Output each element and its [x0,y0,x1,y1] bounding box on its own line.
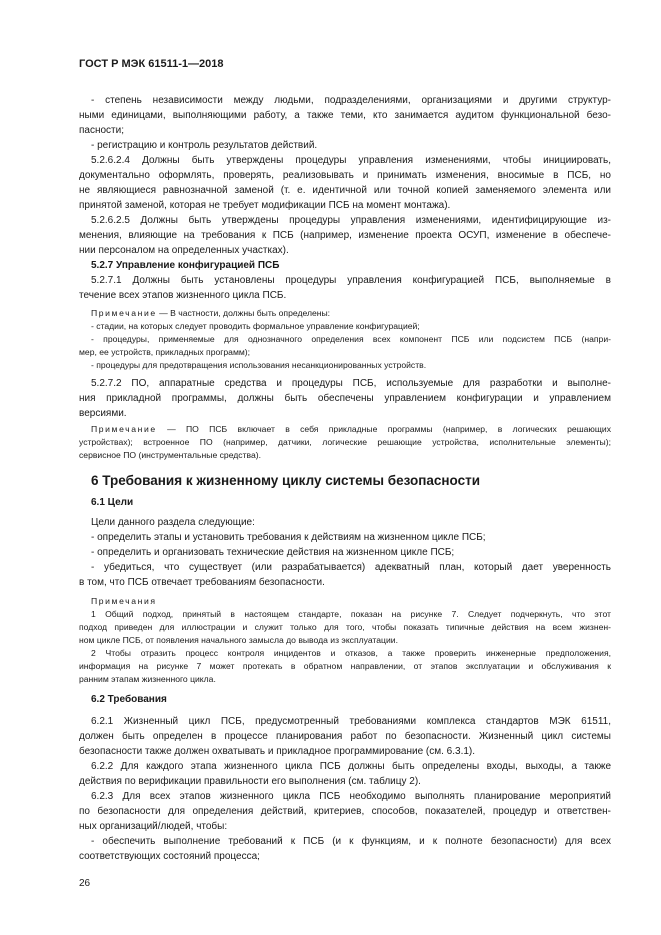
note-line: сервисное ПО (инструментальные средства). [79,450,262,460]
text-line: нии персоналом на определенных участках). [79,245,289,256]
note-line: ранним этапам жизненного цикла. [79,674,216,684]
text-line: по безопасности для определения действий, критериев, способов, показателей, процедур и ответствен- [79,806,611,817]
text-line: Цели данного раздела следующие: [91,517,255,528]
note-line: 1 Общий подход, принятый в настоящем стандарте, показан на рисунке 7. Следует подчеркнуть, что этот [91,609,611,619]
note-line: - процедуры для предотвращения использования несанкционированных устройств. [91,360,427,370]
subsection-heading: 6.2 Требования [91,694,167,705]
text-line: документально оформлять, проверять, реализовывать и принимать изменения, вносимые в ПСБ, но [79,170,611,181]
note-line: информация на рисунке 7 может протекать в обратном направлении, от этапов эксплуатации и обслуживания к [79,661,611,671]
text-line: принятой заменой, которая не требует модификации ПСБ на момент монтажа). [79,200,451,211]
note-line: ном цикле ПСБ, от появления начального замысла до вывода из эксплуатации. [79,635,398,645]
text-line: соответствующих состояний процесса; [79,851,260,862]
text-line: не являющиеся равнозначной заменой (т. е. идентичной или точной копией заменяемого элемента или [79,185,611,196]
text-line: 6.2.1 Жизненный цикл ПСБ, предусмотренный требованиями комплекса стандартов МЭК 61511, [91,716,611,727]
page-number: 26 [79,878,91,889]
note-line: 2 Чтобы отразить процесс контроля инцидентов и отказов, а также проверить инженерные предположения, [91,648,611,658]
text-line: течение всех этапов жизненного цикла ПСБ. [79,290,287,301]
note-line: подход приведен для иллюстрации и служит только для того, чтобы показать типичные действия на всем жизнен- [79,622,611,632]
note-line: устройствах); встроенное ПО (например, датчики, логические решающие устройства, исполнительные элементы); [79,437,611,447]
text-line: - убедиться, что существует (или разрабатывается) адекватный план, который дает уверенность [91,562,611,573]
section-heading: 6 Требования к жизненному циклу системы безопасности [91,473,481,488]
text-line: пасности; [79,125,125,136]
note-line: - стадии, на которых следует проводить формальное управление конфигурацией; [91,321,420,331]
page-header: ГОСТ Р МЭК 61511-1—2018 [79,58,224,70]
text-line: - обеспечить выполнение требований к ПСБ (и к функциям, и к полноте безопасности) для всех [91,836,611,847]
text-line: безопасности также должен охватывать и прикладное программирование (см. 6.3.1). [79,746,476,757]
note-line: Примечание — В частности, должны быть определены: [91,308,331,318]
text-line: версиями. [79,408,127,419]
note-line: - процедуры, применяемые для однозначного определения всех компонент ПСБ или подсистем ПСБ (напри- [91,334,611,344]
text-line: ния прикладной программы, должны быть обеспечены управлением конфигурации и управлением [79,393,611,404]
text-line: - определить и организовать технические действия на жизненном цикле ПСБ; [91,547,455,558]
note-label: Примечание [91,424,157,434]
note-line: мер, ее устройств, прикладных программ); [79,347,251,357]
text-line: действия по верификации правильности его выполнения (см. таблицу 2). [79,776,421,787]
subsection-heading: 5.2.7 Управление конфигурацией ПСБ [91,260,280,271]
text-line: - регистрацию и контроль результатов действий. [91,140,318,151]
note-line: Примечание — ПО ПСБ включает в себя прикладные программы (например, в логических решающих [91,424,611,434]
note-label: Примечание [91,308,157,318]
text-line: ными единицами, выполняющими работу, а также теми, кто занимается аудитом функциональной безо- [79,110,611,121]
text-line: 6.2.3 Для всех этапов жизненного цикла ПСБ необходимо выполнять планирование мероприятий [91,791,611,802]
subsection-heading: 6.1 Цели [91,497,134,508]
text-line: 5.2.7.2 ПО, аппаратные средства и процедуры ПСБ, используемые для разработки и выполне- [91,378,611,389]
text-line: менения, влияющие на требования к ПСБ (например, изменение проекта ОСУП, изменение в обеспече- [79,230,611,241]
text-line: 5.2.6.2.4 Должны быть утверждены процедуры управления изменениями, чтобы инициировать, [91,155,611,166]
notes-label: Примечания [91,596,157,606]
text-line: 5.2.7.1 Должны быть установлены процедуры управления конфигурацией ПСБ, выполняемые в [91,275,611,286]
text-line: ных организаций/людей, чтобы: [79,821,228,832]
text-line: должен быть определен в процессе планирования работ по безопасности. Жизненный цикл системы [79,731,611,742]
text-line: - степень независимости между людьми, подразделениями, организациями и другими структур- [91,95,611,106]
text-line: - определить этапы и установить требования к действиям на жизненном цикле ПСБ; [91,532,486,543]
text-line: 6.2.2 Для каждого этапа жизненного цикла ПСБ должны быть определены входы, выходы, а также [91,761,611,772]
text-line: в том, что ПСБ отвечает требованиям безопасности. [79,577,325,588]
text-line: 5.2.6.2.5 Должны быть утверждены процедуры управления изменениями, идентифицирующие из- [91,215,611,226]
